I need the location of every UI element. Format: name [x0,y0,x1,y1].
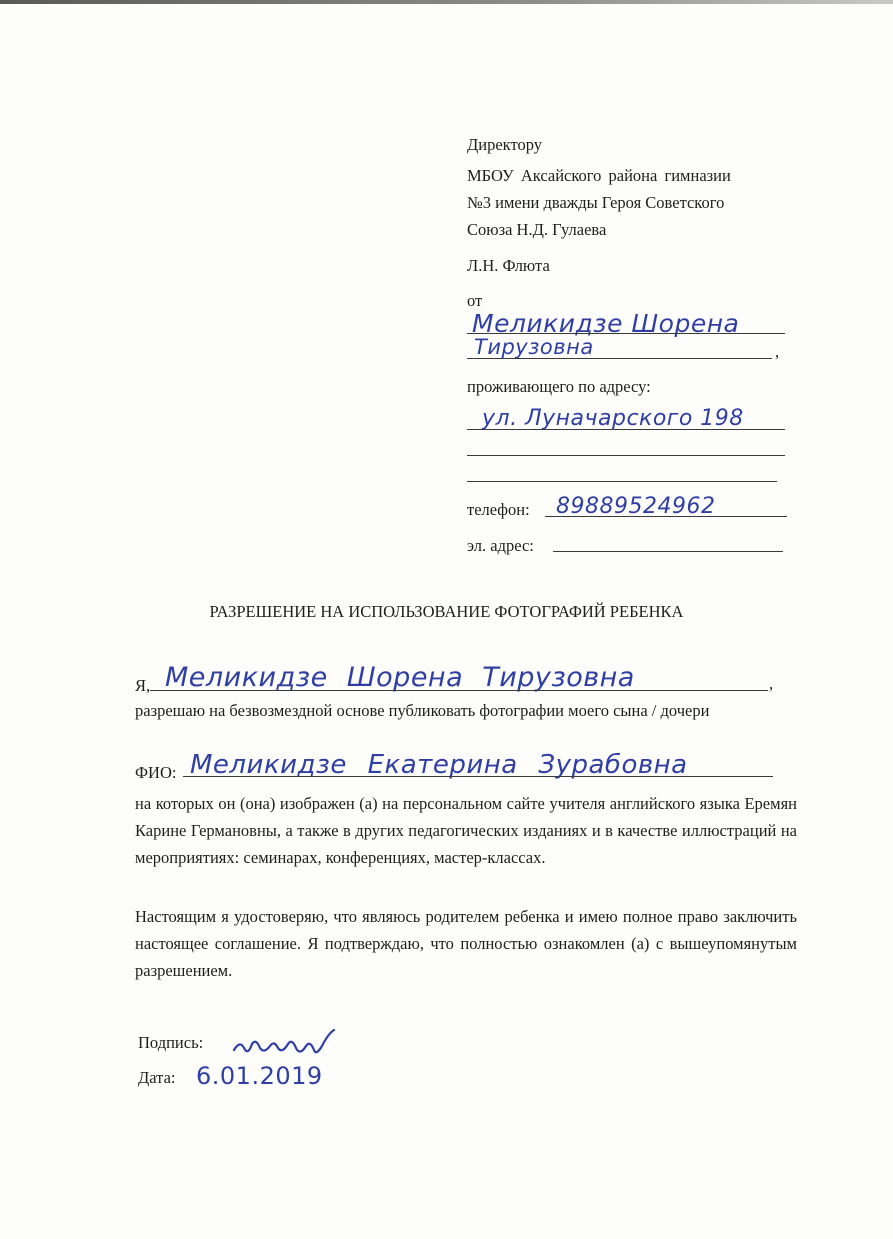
email-line [553,551,783,552]
date-label: Дата: [138,1068,176,1087]
phone-label: телефон: [467,500,530,519]
addressee-title: Директору [467,135,542,154]
paragraph-usage: на которых он (она) изображен (а) на персональном сайте учителя английского языка Еремян Карине Германовны, а также в других педагогических изданиях и в качестве иллюстраций на мероприятиях: семинарах, конференциях, мастер-классах. [135,794,797,867]
org-line-2: №3 имени дважды Героя Советского [467,193,725,212]
director-name: Л.Н. Флюта [467,256,550,275]
parent-name-comma: , [769,674,774,693]
phone-line [545,516,787,517]
phone-handwritten: 89889524962 [556,494,716,519]
date-handwritten: 6.01.2019 [196,1062,323,1090]
i-label: Я, [135,676,151,695]
from-name-handwritten-1: Меликидзе Шорена [472,309,740,338]
address-line-3 [467,481,777,482]
address-line-2 [467,455,785,456]
document-title: РАЗРЕШЕНИЕ НА ИСПОЛЬЗОВАНИЕ ФОТОГРАФИЙ РЕБЕНКА [209,602,684,621]
from-name-handwritten-2: Тирузовна [474,335,594,359]
signature-mark [230,1024,340,1060]
child-name-line [183,776,773,777]
org-line-3: Союза Н.Д. Гулаева [467,220,607,239]
from-name-comma: , [775,342,780,361]
signature-label: Подпись: [138,1033,204,1052]
child-name-handwritten: Меликидзе Екатерина Зурабовна [190,750,688,780]
scan-edge [0,0,893,4]
from-name-line-1 [467,333,785,334]
address-handwritten: ул. Луначарского 198 [482,406,744,431]
address-label: проживающего по адресу: [467,377,651,396]
parent-name-handwritten: Меликидзе Шорена Тирузовна [165,662,635,693]
parent-name-line [150,690,768,691]
address-line-1 [467,429,785,430]
permit-text: разрешаю на безвозмездной основе публиковать фотографии моего сына / дочери [135,701,710,720]
from-name-line-2 [467,358,772,359]
email-label: эл. адрес: [467,536,534,555]
from-label: от [467,291,483,310]
fio-label: ФИО: [135,763,177,782]
paragraph-consent: Настоящим я удостоверяю, что являюсь родителем ребенка и имею полное право заключить настоящее соглашение. Я подтверждаю, что полностью ознакомлен (а) с вышеупомянутым разрешением. [135,907,797,980]
org-line-1: МБОУ Аксайского района гимназии [467,166,731,185]
